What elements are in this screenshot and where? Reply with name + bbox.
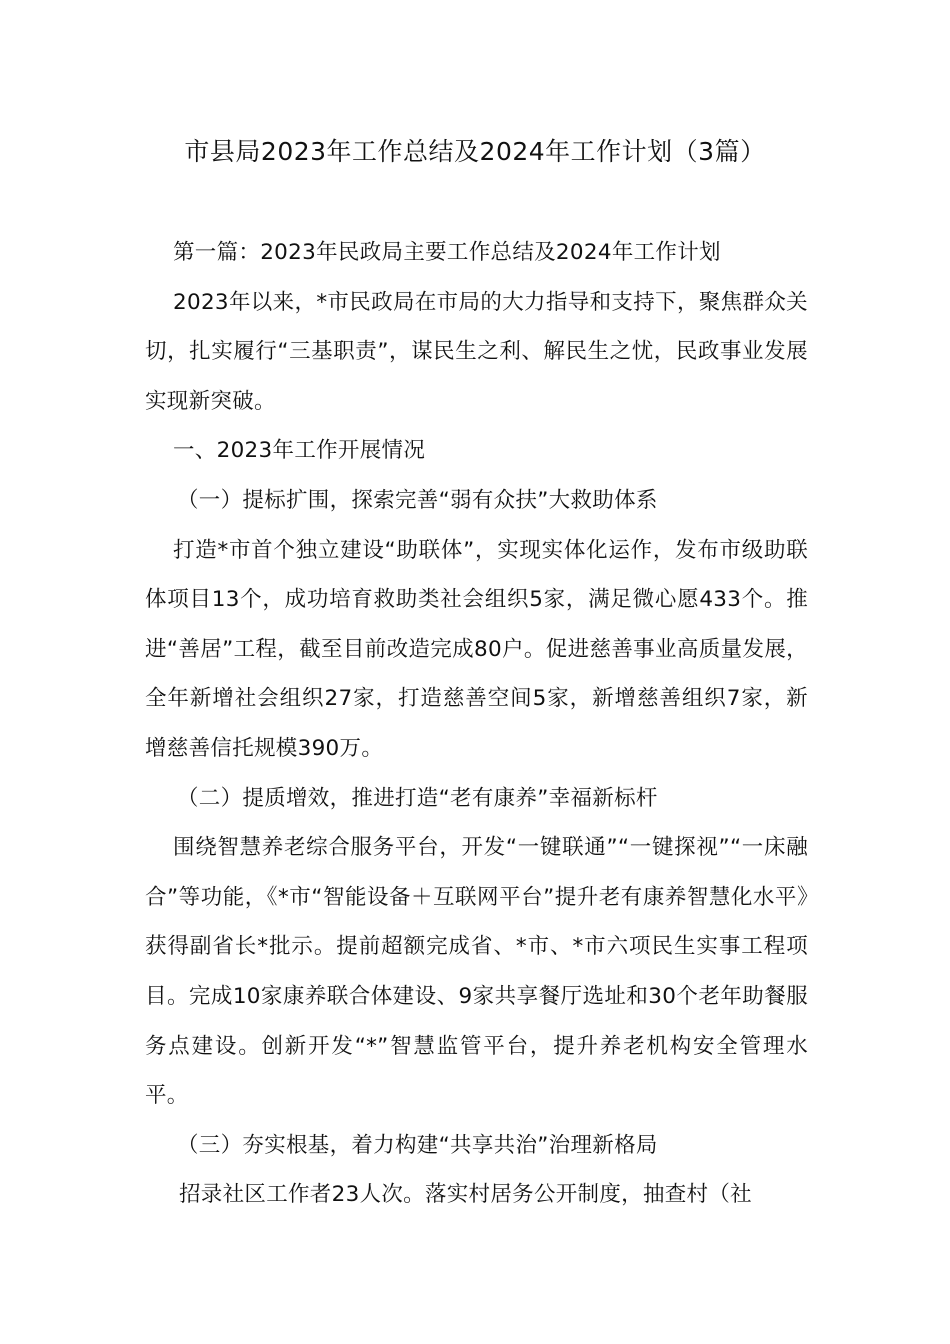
- paragraph-governance: 招录社区工作者23人次。落实村居务公开制度，抽查村（社: [179, 1182, 752, 1208]
- section-heading-part-one: 第一篇：2023年民政局主要工作总结及2024年工作计划: [173, 240, 721, 265]
- paragraph-assistance: 打造*市首个独立建设“助联体”，实现实体化运作，发布市级助联体项目13个，成功培育救助类社会组织5家，满足微心愿433个。推进“善居”工程，截至目前改造完成80户。促进慈善事业高质量发展，全年新增社会组织27家，打造慈善空间5家，新增慈善组织7家，新增慈善信托规模390万。: [145, 537, 808, 761]
- document-title: 市县局2023年工作总结及2024年工作计划（3篇）: [184, 137, 766, 166]
- subheading-assistance-system: （一）提标扩围，探索完善“弱有众扶”大救助体系: [177, 487, 658, 513]
- subheading-elderly-care: （二）提质增效，推进打造“老有康养”幸福新标杆: [177, 785, 658, 811]
- section-heading-work-status: 一、2023年工作开展情况: [173, 438, 426, 464]
- subheading-governance: （三）夯实根基，着力构建“共享共治”治理新格局: [177, 1132, 658, 1158]
- paragraph-intro: 2023年以来，*市民政局在市局的大力指导和支持下，聚焦群众关切，扎实履行“三基职责”，谋民生之利、解民生之忧，民政事业发展实现新突破。: [145, 289, 808, 414]
- document-body: [145, 228, 808, 1220]
- paragraph-elderly-care: 围绕智慧养老综合服务平台，开发“一键联通”“一键探视”“一床融合”等功能，《*市“智能设备＋互联网平台”提升老有康养智慧化水平》获得副省长*批示。提前超额完成省、*市、*市六项民生实事工程项目。完成10家康养联合体建设、9家共享餐厅选址和30个老年助餐服务点建设。创新开发“*”智慧监管平台，提升养老机构安全管理水平。: [145, 835, 808, 1109]
